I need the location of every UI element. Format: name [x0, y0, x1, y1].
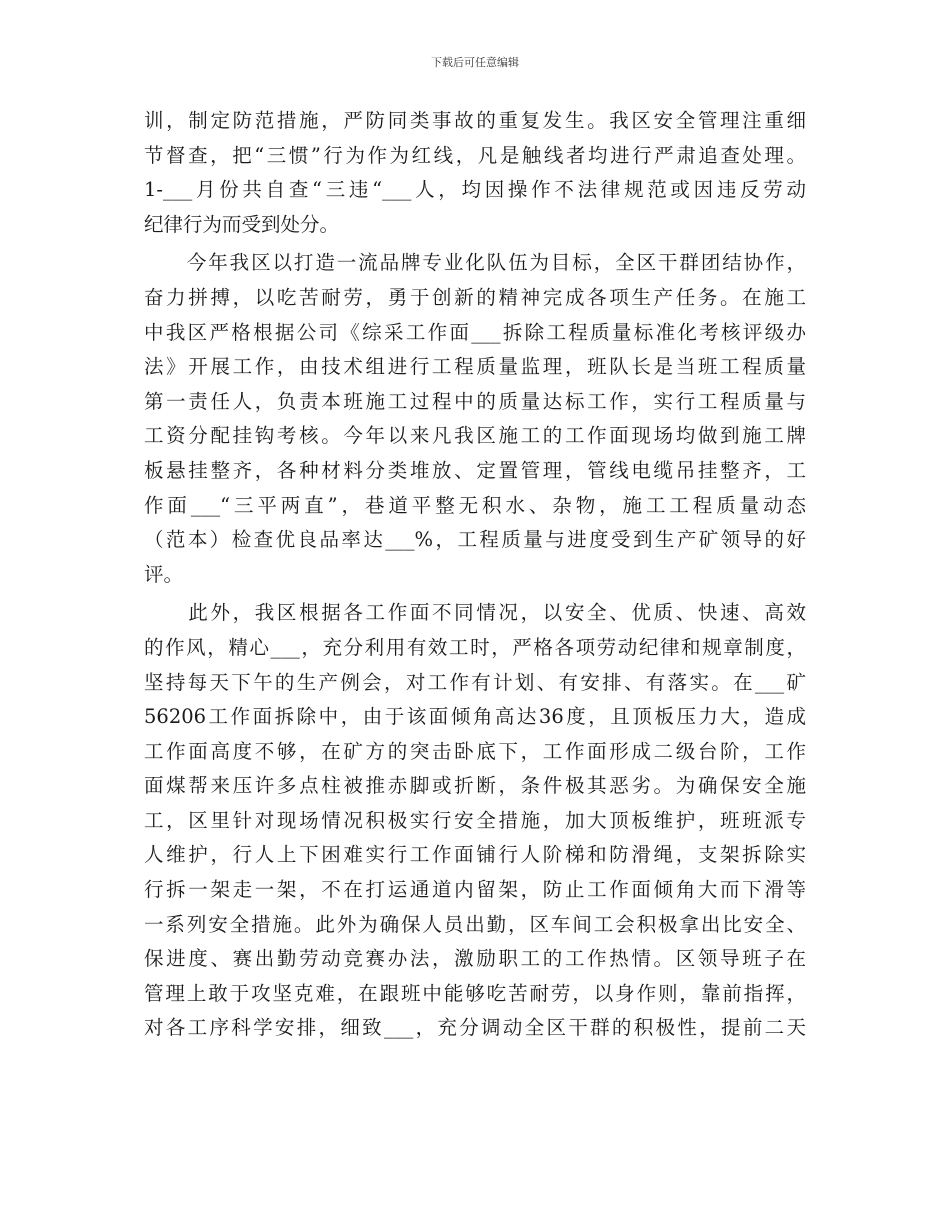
text-line: 行拆一架走一架，不在打运通道内留架，防止工作面倾角大而下滑等	[144, 878, 806, 902]
text-line: 法》开展工作，由技术组进行工程质量监理，班队长是当班工程质量	[144, 355, 806, 379]
text-line: 管理上敢于攻坚克难，在跟班中能够吃苦耐劳，以身作则，靠前指挥，	[144, 981, 806, 1005]
paragraph-safety	[144, 104, 806, 242]
document-body	[144, 104, 806, 1046]
paragraph-quality	[144, 246, 806, 592]
text-line: 一系列安全措施。此外为确保人员出勤，区车间工会积极拿出比安全、	[144, 912, 806, 936]
text-line: 板悬挂整齐，各种材料分类堆放、定置管理，管线电缆吊挂整齐，工	[144, 458, 806, 482]
text-line: 今年我区以打造一流品牌专业化队伍为目标，全区干群团结协作，	[144, 251, 806, 275]
text-line: 作面___“三平两直”，巷道平整无积水、杂物，施工工程质量动态	[144, 493, 806, 517]
text-line: 训，制定防范措施，严防同类事故的重复发生。我区安全管理注重细	[144, 109, 806, 132]
text-line: 坚持每天下午的生产例会，对工作有计划、有安排、有落实。在___矿	[144, 670, 806, 694]
text-line: 纪律行为而受到处分。	[144, 212, 340, 236]
text-line: 对各工序科学安排，细致___，充分调动全区干群的积极性，提前二天	[144, 1016, 806, 1040]
text-line: 第一责任人，负责本班施工过程中的质量达标工作，实行工程质量与	[144, 389, 806, 413]
text-line: 工，区里针对现场情况积极实行安全措施，加大顶板维护，班班派专	[144, 808, 806, 832]
text-line: （范本）检查优良品率达___%，工程质量与进度受到生产矿领导的好	[144, 528, 806, 552]
paragraph-operations	[144, 596, 806, 1046]
text-line: 1-___月份共自查“三违“___人，均因操作不法律规范或因违反劳动	[144, 178, 806, 202]
text-line: 此外，我区根据各工作面不同情况，以安全、优质、快速、高效	[144, 601, 806, 625]
text-line: 奋力拼搏，以吃苦耐劳，勇于创新的精神完成各项生产任务。在施工	[144, 285, 806, 309]
text-line: 工作面高度不够，在矿方的突击卧底下，工作面形成二级台阶，工作	[144, 739, 806, 763]
text-line: 的作风，精心___，充分利用有效工时，严格各项劳动纪律和规章制度，	[144, 635, 806, 659]
text-line: 56206工作面拆除中，由于该面倾角高达36度，且顶板压力大，造成	[144, 705, 806, 729]
text-line: 节督查，把“三惯”行为作为红线，凡是触线者均进行严肃追查处理。	[144, 143, 806, 167]
text-line: 中我区严格根据公司《综采工作面___拆除工程质量标准化考核评级办	[144, 320, 806, 344]
text-line: 保进度、赛出勤劳动竞赛办法，激励职工的工作热情。区领导班子在	[144, 947, 806, 971]
text-line: 人维护，行人上下困难实行工作面铺行人阶梯和防滑绳，支架拆除实	[144, 843, 806, 867]
page-header: 下载后可任意编辑	[431, 56, 519, 69]
text-line: 评。	[144, 562, 184, 586]
text-line: 面煤帮来压许多点柱被推赤脚或折断，条件极其恶劣。为确保安全施	[144, 774, 806, 798]
text-line: 工资分配挂钩考核。今年以来凡我区施工的工作面现场均做到施工牌	[144, 424, 806, 448]
